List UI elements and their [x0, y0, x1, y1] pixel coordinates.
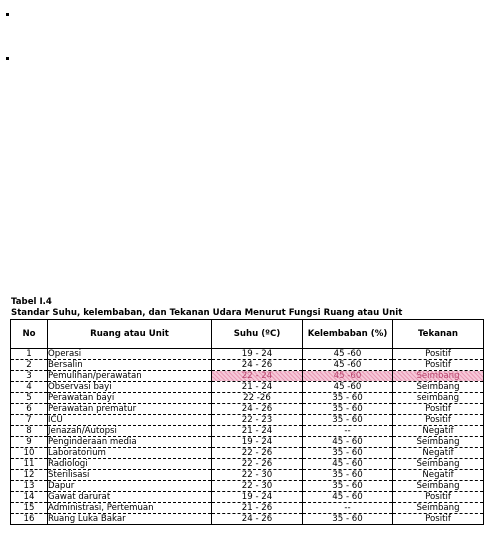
- table-row: [11, 470, 484, 481]
- cell-ruang: ICU: [48, 415, 212, 426]
- cell-kelembaban: 35 - 60: [303, 514, 393, 525]
- cell-ruang: Radiologi: [48, 459, 212, 470]
- cell-no: 12: [11, 470, 48, 481]
- cell-suhu: 19 - 24: [212, 349, 303, 360]
- cell-tekanan: Negatif: [393, 470, 484, 481]
- cell-suhu: 21 - 26: [212, 503, 303, 514]
- cell-no: 8: [11, 426, 48, 437]
- cell-ruang: Sterilisasi: [48, 470, 212, 481]
- cell-no: 6: [11, 404, 48, 415]
- cell-suhu: 22 - 30: [212, 470, 303, 481]
- cell-tekanan: Positif: [393, 514, 484, 525]
- cell-tekanan: Positif: [393, 492, 484, 503]
- cell-no: 14: [11, 492, 48, 503]
- list-bullet-icon: [6, 57, 9, 60]
- table-header-row: [11, 320, 484, 349]
- cell-suhu: 24 - 26: [212, 360, 303, 371]
- cell-suhu: 21 - 24: [212, 426, 303, 437]
- cell-suhu: 22 - 26: [212, 459, 303, 470]
- cell-ruang: Dapur: [48, 481, 212, 492]
- header-ruang: Ruang atau Unit: [48, 320, 212, 349]
- cell-ruang: Pemulihan/perawatan: [48, 371, 212, 382]
- table-row: [11, 404, 484, 415]
- cell-tekanan: Seimbang: [393, 503, 484, 514]
- cell-kelembaban: 35 - 60: [303, 393, 393, 404]
- table-row: [11, 459, 484, 470]
- cell-ruang: Jenazah/Autopsi: [48, 426, 212, 437]
- cell-ruang: Administrasi, Pertemuan: [48, 503, 212, 514]
- cell-no: 5: [11, 393, 48, 404]
- cell-kelembaban: 45 -60: [303, 382, 393, 393]
- cell-ruang: Operasi: [48, 349, 212, 360]
- cell-no: 11: [11, 459, 48, 470]
- cell-suhu: 22 - 26: [212, 448, 303, 459]
- cell-tekanan: Seimbang: [393, 459, 484, 470]
- table-row: [11, 382, 484, 393]
- header-kelembaban: Kelembaban (%): [303, 320, 393, 349]
- cell-kelembaban: 45 -60: [303, 371, 393, 382]
- cell-no: 15: [11, 503, 48, 514]
- header-no: No: [11, 320, 48, 349]
- header-suhu: Suhu (ºC): [212, 320, 303, 349]
- cell-kelembaban: --: [303, 426, 393, 437]
- cell-kelembaban: 45 - 60: [303, 459, 393, 470]
- list-bullet-icon: [6, 13, 9, 16]
- header-tekanan: Tekanan: [393, 320, 484, 349]
- cell-suhu: 21 - 24: [212, 382, 303, 393]
- cell-kelembaban: 45 -60: [303, 360, 393, 371]
- cell-kelembaban: 45 - 60: [303, 437, 393, 448]
- cell-ruang: Observasi bayi: [48, 382, 212, 393]
- cell-suhu: 22 - 23: [212, 415, 303, 426]
- cell-kelembaban: 35 - 60: [303, 481, 393, 492]
- cell-no: 7: [11, 415, 48, 426]
- cell-no: 2: [11, 360, 48, 371]
- cell-tekanan: Seimbang: [393, 382, 484, 393]
- cell-kelembaban: 45 -60: [303, 349, 393, 360]
- cell-tekanan: Positif: [393, 349, 484, 360]
- cell-kelembaban: 35 - 60: [303, 415, 393, 426]
- cell-tekanan: Negatif: [393, 426, 484, 437]
- table-row: [11, 481, 484, 492]
- cell-no: 16: [11, 514, 48, 525]
- table-caption-number: Tabel I.4: [11, 297, 52, 307]
- cell-kelembaban: --: [303, 503, 393, 514]
- cell-tekanan: Positif: [393, 360, 484, 371]
- cell-ruang: Perawatan prematur: [48, 404, 212, 415]
- table-caption-title: Standar Suhu, kelembaban, dan Tekanan Udara Menurut Fungsi Ruang atau Unit: [11, 308, 403, 318]
- table-row: [11, 415, 484, 426]
- table-row: [11, 492, 484, 503]
- standards-table: [10, 319, 484, 525]
- cell-ruang: Ruang Luka Bakar: [48, 514, 212, 525]
- table-row: [11, 349, 484, 360]
- cell-ruang: Penginderaan media: [48, 437, 212, 448]
- cell-tekanan: Seimbang: [393, 371, 484, 382]
- cell-suhu: 22 - 24: [212, 371, 303, 382]
- cell-kelembaban: 35 - 60: [303, 404, 393, 415]
- cell-no: 4: [11, 382, 48, 393]
- cell-no: 9: [11, 437, 48, 448]
- cell-ruang: Perawatan bayi: [48, 393, 212, 404]
- cell-tekanan: Negatif: [393, 448, 484, 459]
- table-row: [11, 503, 484, 514]
- cell-suhu: 22 - 30: [212, 481, 303, 492]
- cell-kelembaban: 45 - 60: [303, 492, 393, 503]
- cell-tekanan: Positif: [393, 415, 484, 426]
- cell-tekanan: Positif: [393, 404, 484, 415]
- cell-suhu: 19 - 24: [212, 437, 303, 448]
- cell-no: 3: [11, 371, 48, 382]
- cell-ruang: Bersalin: [48, 360, 212, 371]
- cell-no: 13: [11, 481, 48, 492]
- cell-tekanan: Seimbang: [393, 481, 484, 492]
- cell-no: 10: [11, 448, 48, 459]
- cell-suhu: 19 - 24: [212, 492, 303, 503]
- table-row-highlighted: [11, 371, 484, 382]
- table-row: [11, 426, 484, 437]
- cell-suhu: 22 -26: [212, 393, 303, 404]
- table-row: [11, 448, 484, 459]
- table-row: [11, 514, 484, 525]
- cell-tekanan: Seimbang: [393, 437, 484, 448]
- cell-suhu: 24 - 26: [212, 514, 303, 525]
- table-row: [11, 360, 484, 371]
- cell-tekanan: seimbang: [393, 393, 484, 404]
- cell-ruang: Gawat darurat: [48, 492, 212, 503]
- table-row: [11, 393, 484, 404]
- cell-ruang: Laboratorium: [48, 448, 212, 459]
- cell-no: 1: [11, 349, 48, 360]
- cell-suhu: 24 - 26: [212, 404, 303, 415]
- cell-kelembaban: 35 - 60: [303, 448, 393, 459]
- table-row: [11, 437, 484, 448]
- cell-kelembaban: 35 - 60: [303, 470, 393, 481]
